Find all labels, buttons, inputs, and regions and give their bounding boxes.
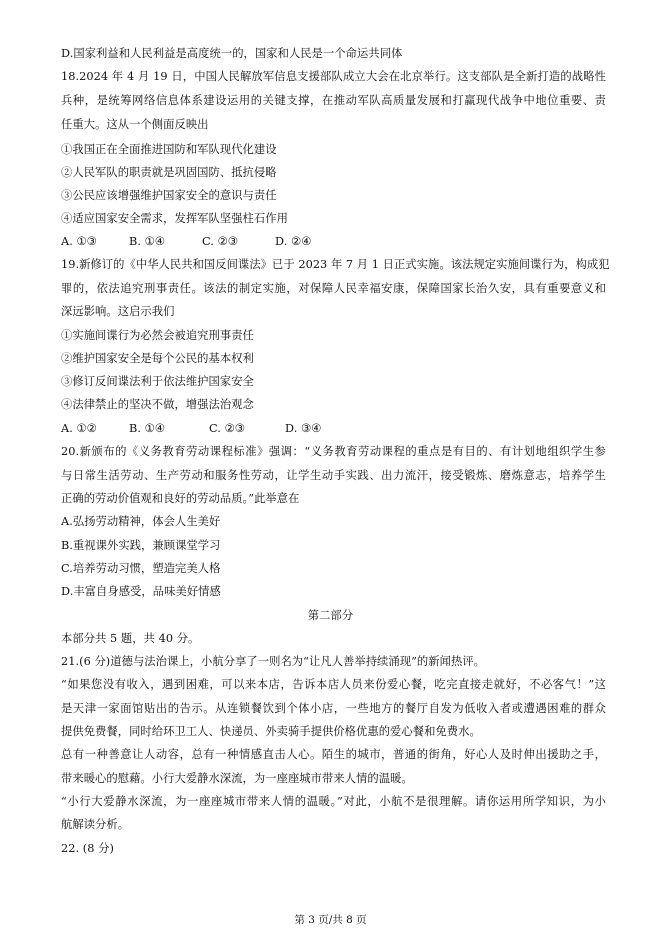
q19-item-2: ②维护国家安全是每个公民的基本权利 xyxy=(61,352,254,365)
q22-label: 22. (8 分) xyxy=(61,842,114,855)
q20-choice-b: B.重视课外实践，兼顾课堂学习 xyxy=(61,539,221,552)
q18-option-a: A. ①③ xyxy=(61,235,97,248)
q20-stem-line-1: 20.新颁布的《义务教育劳动课程标准》强调：“义务教育劳动课程的重点是有目的、有计划地组织学生参 xyxy=(61,445,606,458)
q19-option-b: B. ①④ xyxy=(129,422,165,435)
q21-line-1: 21.(6 分)道德与法治课上，小航分享了一则名为“让凡人善举持续涌现”的新闻热评。 xyxy=(61,655,486,668)
q18-options xyxy=(61,234,606,250)
q18-stem-line-3: 任重大。这从一个侧面反映出 xyxy=(61,118,209,131)
q19-stem-line-1: 19.新修订的《中华人民共和国反间谍法》已于 2023 年 7 月 1 日正式实施。该法规定实施间谍行为，构成犯 xyxy=(61,258,610,271)
q18-item-3: ③公民应该增强维护国家安全的意识与责任 xyxy=(61,189,277,202)
q21-line-2: “如果您没有收入，遇到困难，可以来本店，告诉本店人员来份爱心餐，吃完直接走就好，不必客气！”这 xyxy=(61,678,606,691)
q18-option-b: B. ①④ xyxy=(129,235,165,248)
q18-item-1: ①我国正在全面推进国防和军队现代化建设 xyxy=(61,143,277,156)
page-footer: 第 3 页/共 8 页 xyxy=(294,914,367,926)
q20-stem-line-3: 正确的劳动价值观和良好的劳动品质。”此举意在 xyxy=(61,492,300,505)
q20-choice-a: A.弘扬劳动精神，体会人生美好 xyxy=(61,515,221,528)
q19-option-d: D. ③④ xyxy=(285,422,322,435)
q18-option-c: C. ②③ xyxy=(202,235,238,248)
q19-item-1: ①实施间谍行为必然会被追究刑事责任 xyxy=(61,329,254,342)
q21-line-4: 提供免费餐，同时给环卫工人、快递员、外卖骑手提供价格优惠的爱心餐和免费水。 xyxy=(61,725,481,738)
part2-intro: 本部分共 5 题，共 40 分。 xyxy=(61,632,200,645)
q21-line-3: 是天津一家面馆贴出的告示。从连锁餐饮到个体小店，一些地方的餐厅自发为低收入者或遭遇困难的群众 xyxy=(61,702,606,715)
q20-choice-d: D.丰富自身感受，品味美好情感 xyxy=(61,585,221,598)
q18-item-4: ④适应国家安全需求，发挥军队坚强柱石作用 xyxy=(61,212,288,225)
q19-option-c: C. ②③ xyxy=(209,422,245,435)
q18-option-d: D. ②④ xyxy=(275,235,312,248)
q17-option-d: D.国家利益和人民利益是高度统一的，国家和人民是一个命运共同体 xyxy=(61,47,403,60)
q19-item-3: ③修订反间谍法利于依法维护国家安全 xyxy=(61,375,254,388)
part2-heading: 第二部分 xyxy=(307,609,354,622)
q19-option-a: A. ①② xyxy=(61,422,97,435)
q21-line-5: 总有一种善意让人动容，总有一种情感直击人心。陌生的城市，普通的街角，好心人及时伸出援助之手， xyxy=(61,748,606,761)
q20-choice-c: C.培养劳动习惯，塑造完美人格 xyxy=(61,562,221,575)
q18-item-2: ②人民军队的职责就是巩固国防、抵抗侵略 xyxy=(61,166,277,179)
q21-line-7: “小行大爱静水深流，为一座座城市带来人情的温暖。”对此，小航不是很理解。请你运用所学知识，为小 xyxy=(61,795,606,808)
q19-stem-line-2: 罪的，依法追究刑事责任。该法的制定实施，对保障人民幸福安康，保障国家长治久安，具有重要意义和 xyxy=(61,282,606,295)
q19-options xyxy=(61,421,606,437)
q21-line-8: 航解读分析。 xyxy=(61,818,130,831)
q18-stem-line-1: 18.2024 年 4 月 19 日，中国人民解放军信息支援部队成立大会在北京举行。这支部队是全新打造的战略性 xyxy=(61,70,606,83)
q19-stem-line-3: 深远影响。这启示我们 xyxy=(61,305,175,318)
q18-stem-line-2: 兵种，是统筹网络信息体系建设运用的关键支撑，在推动军队高质量发展和打赢现代战争中地位重要、责 xyxy=(61,94,606,107)
q20-stem-line-2: 与日常生活劳动、生产劳动和服务性劳动，让学生动手实践、出力流汗，接受锻炼、磨炼意志，培养学生 xyxy=(61,469,606,482)
q21-line-6: 带来暖心的慰藉。小行大爱静水深流，为一座座城市带来人情的温暖。 xyxy=(61,772,413,785)
q19-item-4: ④法律禁止的坚决不做，增强法治观念 xyxy=(61,398,254,411)
